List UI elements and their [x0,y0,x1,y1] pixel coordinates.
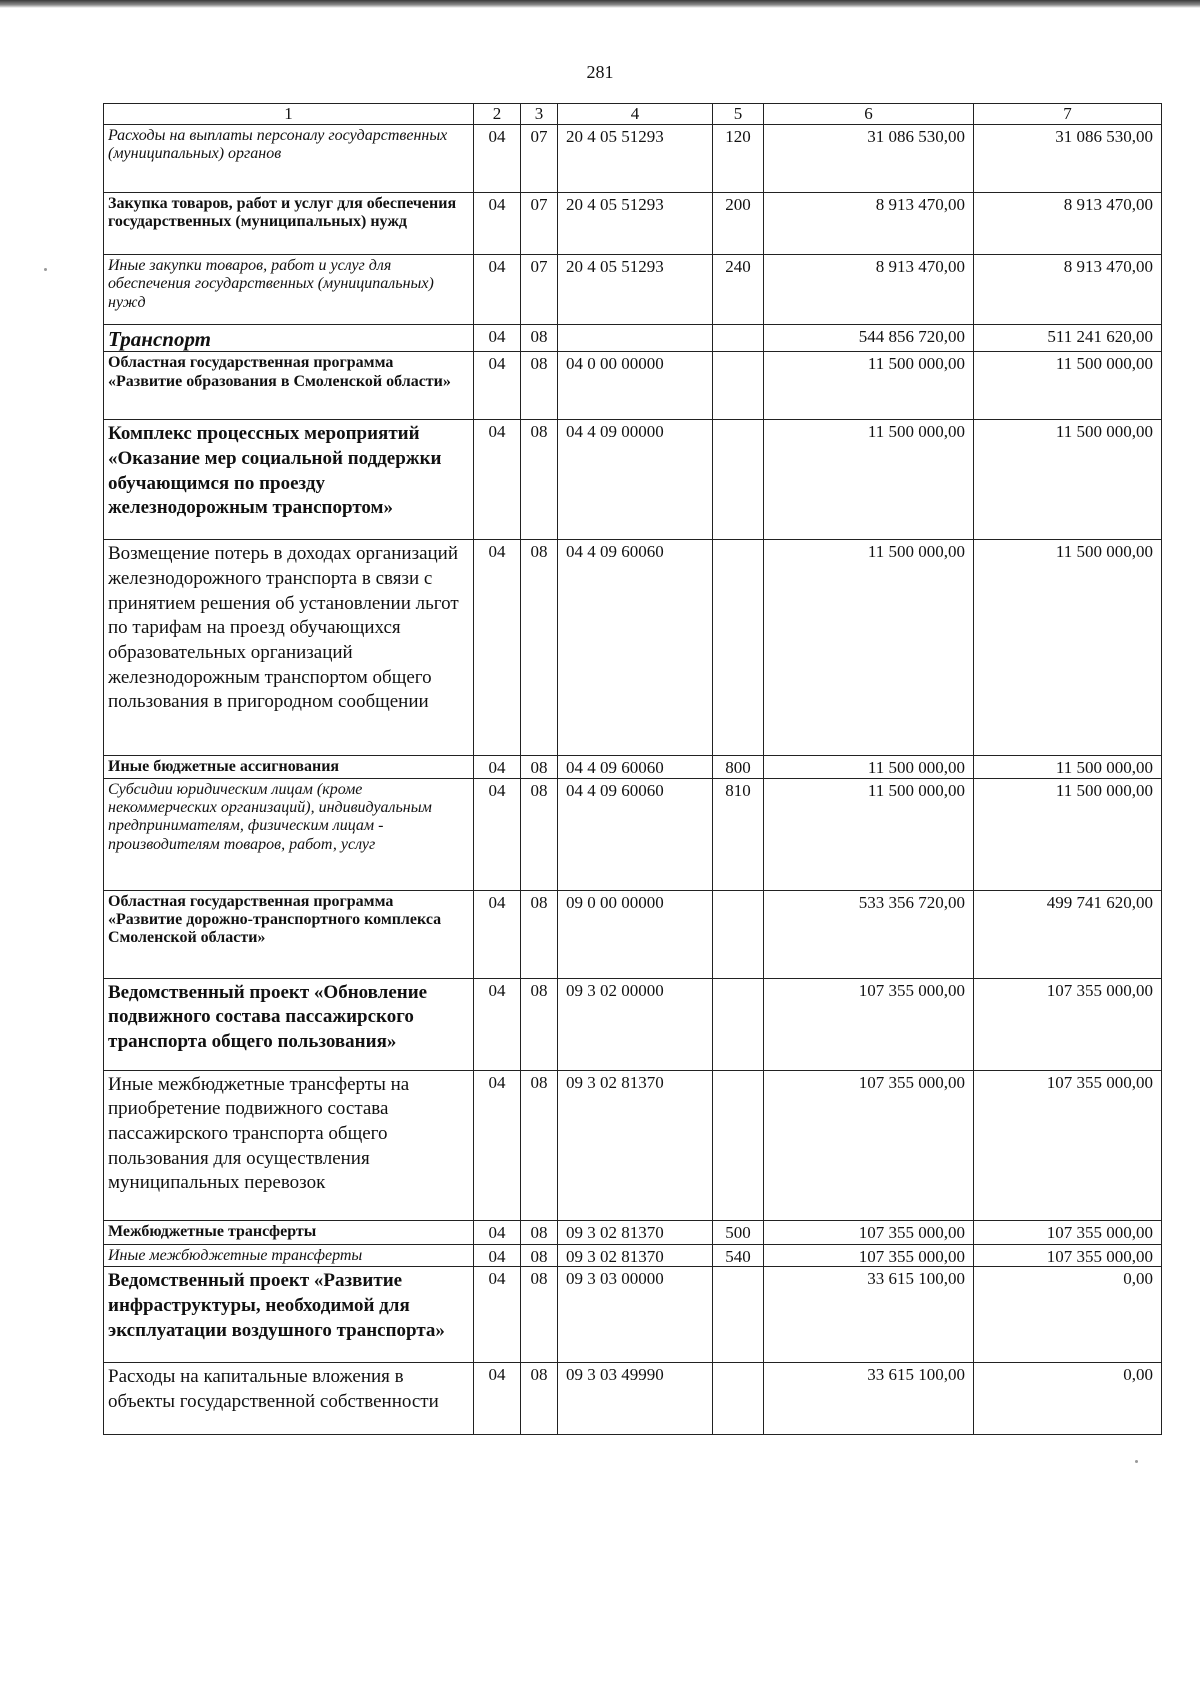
row-expense-type: 500 [713,1220,764,1244]
row-expense-type [713,352,764,420]
row-section-code: 04 [474,1220,521,1244]
row-subsection-code: 08 [521,352,558,420]
row-amount-year1: 11 500 000,00 [764,778,974,890]
scan-speck [44,268,47,271]
row-amount-year1: 31 086 530,00 [764,125,974,193]
table-row [104,420,1162,540]
header-col-3: 3 [521,104,558,125]
row-amount-year1: 107 355 000,00 [764,978,974,1070]
row-target-article: 04 4 09 60060 [558,778,713,890]
row-amount-year2: 8 913 470,00 [974,255,1162,325]
row-amount-year1: 544 856 720,00 [764,325,974,352]
row-amount-year2: 107 355 000,00 [974,978,1162,1070]
row-amount-year1: 33 615 100,00 [764,1267,974,1363]
table-row [104,890,1162,978]
row-amount-year2: 11 500 000,00 [974,352,1162,420]
row-subsection-code: 07 [521,125,558,193]
row-amount-year1: 107 355 000,00 [764,1070,974,1220]
row-name: Иные бюджетные ассигнования [104,756,474,779]
row-amount-year1: 107 355 000,00 [764,1220,974,1244]
table-row [104,1070,1162,1220]
row-section-code: 04 [474,352,521,420]
row-target-article: 09 3 02 81370 [558,1220,713,1244]
row-amount-year1: 11 500 000,00 [764,756,974,779]
row-section-code: 04 [474,778,521,890]
row-section-code: 04 [474,193,521,255]
row-target-article: 20 4 05 51293 [558,255,713,325]
row-amount-year2: 31 086 530,00 [974,125,1162,193]
row-amount-year1: 33 615 100,00 [764,1363,974,1435]
row-amount-year2: 107 355 000,00 [974,1070,1162,1220]
row-amount-year1: 107 355 000,00 [764,1244,974,1267]
row-expense-type [713,890,764,978]
header-col-1: 1 [104,104,474,125]
row-amount-year2: 499 741 620,00 [974,890,1162,978]
row-subsection-code: 08 [521,540,558,756]
row-expense-type [713,1267,764,1363]
row-amount-year2: 11 500 000,00 [974,420,1162,540]
row-name: Ведомственный проект «Развитие инфраструктуры, необходимой для эксплуатации воздушного транспорта» [104,1267,474,1363]
table-row [104,193,1162,255]
row-name: Иные закупки товаров, работ и услуг для обеспечения государственных (муниципальных) нужд [104,255,474,325]
row-expense-type [713,1070,764,1220]
row-subsection-code: 08 [521,778,558,890]
row-subsection-code: 08 [521,1267,558,1363]
row-name: Иные межбюджетные трансферты на приобретение подвижного состава пассажирского транспорта общего пользования для осуществления муниципальных перевозок [104,1070,474,1220]
row-target-article: 09 3 03 49990 [558,1363,713,1435]
row-section-code: 04 [474,756,521,779]
row-name: Областная государственная программа «Развитие образования в Смоленской области» [104,352,474,420]
row-amount-year2: 8 913 470,00 [974,193,1162,255]
row-section-code: 04 [474,1070,521,1220]
row-name: Субсидии юридическим лицам (кроме некоммерческих организаций), индивидуальным предпринимателям, физическим лицам - производителям товаров, работ, услуг [104,778,474,890]
row-section-code: 04 [474,255,521,325]
row-target-article: 09 3 03 00000 [558,1267,713,1363]
header-col-7: 7 [974,104,1162,125]
table-row [104,125,1162,193]
row-amount-year2: 11 500 000,00 [974,540,1162,756]
row-amount-year2: 11 500 000,00 [974,756,1162,779]
row-expense-type: 120 [713,125,764,193]
row-subsection-code: 08 [521,756,558,779]
row-section-code: 04 [474,125,521,193]
row-name: Комплекс процессных мероприятий «Оказание мер социальной поддержки обучающимся по проезду железнодорожным транспортом» [104,420,474,540]
header-col-2: 2 [474,104,521,125]
row-amount-year2: 511 241 620,00 [974,325,1162,352]
row-expense-type [713,420,764,540]
row-target-article: 09 3 02 81370 [558,1070,713,1220]
row-expense-type [713,325,764,352]
row-amount-year2: 0,00 [974,1267,1162,1363]
page-number: 281 [586,62,614,82]
row-expense-type: 540 [713,1244,764,1267]
row-amount-year1: 8 913 470,00 [764,193,974,255]
row-name: Расходы на капитальные вложения в объекты государственной собственности [104,1363,474,1435]
table-row [104,756,1162,779]
row-section-code: 04 [474,1244,521,1267]
row-subsection-code: 08 [521,1363,558,1435]
table-row [104,325,1162,352]
row-subsection-code: 08 [521,1220,558,1244]
row-name: Областная государственная программа «Развитие дорожно-транспортного комплекса Смоленской области» [104,890,474,978]
table-row [104,352,1162,420]
row-section-code: 04 [474,325,521,352]
row-amount-year2: 107 355 000,00 [974,1220,1162,1244]
row-section-code: 04 [474,1363,521,1435]
row-expense-type: 240 [713,255,764,325]
row-target-article: 20 4 05 51293 [558,125,713,193]
table-row [104,978,1162,1070]
row-name: Транспорт [104,325,474,352]
table-row [104,1363,1162,1435]
row-subsection-code: 08 [521,420,558,540]
row-target-article: 09 3 02 81370 [558,1244,713,1267]
row-amount-year1: 11 500 000,00 [764,352,974,420]
row-subsection-code: 08 [521,978,558,1070]
row-subsection-code: 08 [521,890,558,978]
row-expense-type [713,978,764,1070]
row-name: Ведомственный проект «Обновление подвижного состава пассажирского транспорта общего пользования» [104,978,474,1070]
scan-speck [1135,1460,1138,1463]
row-expense-type: 200 [713,193,764,255]
row-name: Возмещение потерь в доходах организаций железнодорожного транспорта в связи с принятием решения об установлении льгот по тарифам на проезд обучающихся образовательных организаций железнодорожным транспортом общего пользования в пригородном сообщении [104,540,474,756]
row-subsection-code: 07 [521,255,558,325]
row-subsection-code: 07 [521,193,558,255]
row-target-article: 20 4 05 51293 [558,193,713,255]
row-subsection-code: 08 [521,1070,558,1220]
scan-edge [0,0,1200,8]
row-amount-year1: 11 500 000,00 [764,540,974,756]
row-section-code: 04 [474,420,521,540]
row-name: Межбюджетные трансферты [104,1220,474,1244]
row-subsection-code: 08 [521,1244,558,1267]
row-target-article: 09 0 00 00000 [558,890,713,978]
header-col-6: 6 [764,104,974,125]
row-amount-year2: 11 500 000,00 [974,778,1162,890]
row-name: Иные межбюджетные трансферты [104,1244,474,1267]
row-target-article: 04 4 09 60060 [558,540,713,756]
header-row [104,104,1162,125]
row-amount-year1: 11 500 000,00 [764,420,974,540]
row-target-article: 04 4 09 00000 [558,420,713,540]
table-row [104,1267,1162,1363]
row-section-code: 04 [474,1267,521,1363]
row-amount-year2: 0,00 [974,1363,1162,1435]
budget-table [103,103,1162,1435]
table-row [104,255,1162,325]
row-expense-type [713,1363,764,1435]
row-expense-type: 800 [713,756,764,779]
row-expense-type: 810 [713,778,764,890]
header-col-5: 5 [713,104,764,125]
row-section-code: 04 [474,978,521,1070]
row-section-code: 04 [474,890,521,978]
row-amount-year2: 107 355 000,00 [974,1244,1162,1267]
row-expense-type [713,540,764,756]
row-name: Закупка товаров, работ и услуг для обеспечения государственных (муниципальных) нужд [104,193,474,255]
header-col-4: 4 [558,104,713,125]
table-row [104,778,1162,890]
row-amount-year1: 8 913 470,00 [764,255,974,325]
table-row [104,540,1162,756]
row-target-article: 04 0 00 00000 [558,352,713,420]
row-name: Расходы на выплаты персоналу государственных (муниципальных) органов [104,125,474,193]
row-target-article: 09 3 02 00000 [558,978,713,1070]
row-target-article [558,325,713,352]
row-section-code: 04 [474,540,521,756]
table-row [104,1244,1162,1267]
row-amount-year1: 533 356 720,00 [764,890,974,978]
table-row [104,1220,1162,1244]
row-subsection-code: 08 [521,325,558,352]
row-target-article: 04 4 09 60060 [558,756,713,779]
